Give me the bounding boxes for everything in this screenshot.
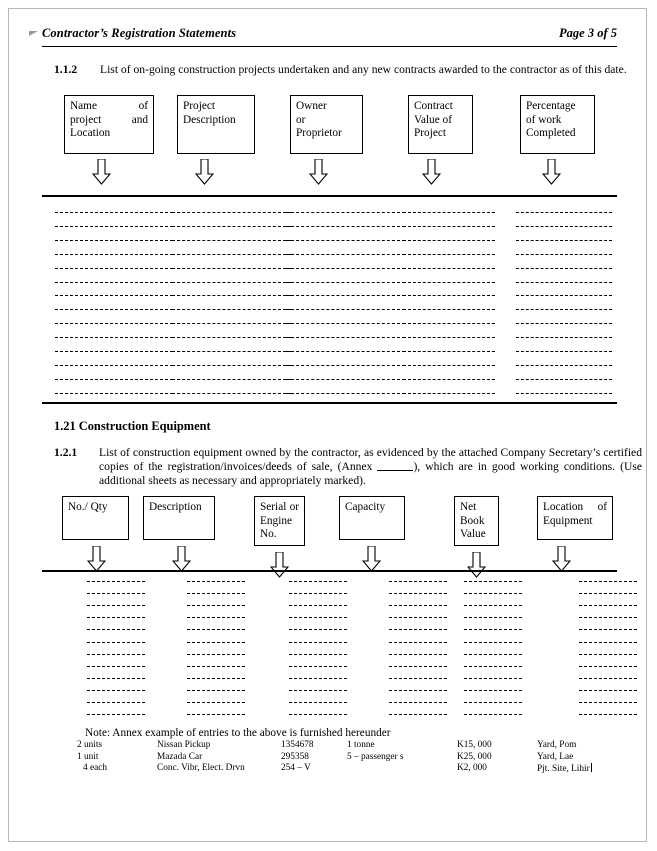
down-arrow-icon — [195, 159, 214, 185]
entry-line[interactable] — [289, 629, 347, 630]
entry-line[interactable] — [289, 581, 347, 582]
example-cell-description: Mazada Car — [157, 752, 203, 762]
entry-line[interactable] — [516, 337, 612, 338]
entry-line[interactable] — [516, 254, 612, 255]
entry-line[interactable] — [187, 690, 245, 691]
entry-line[interactable] — [516, 309, 612, 310]
entry-line[interactable] — [172, 268, 291, 269]
paragraph-1-1-2-text: List of on-going construction projects undertaken and any new contracts awarded to the contractor as of this date. — [100, 63, 627, 76]
header-box-line: Equipment — [543, 514, 593, 527]
example-cell-value: K25, 000 — [457, 752, 492, 762]
entry-line[interactable] — [87, 654, 145, 655]
entry-line[interactable] — [579, 605, 637, 606]
entry-line[interactable] — [403, 393, 495, 394]
entry-line[interactable] — [389, 654, 447, 655]
entry-line[interactable] — [172, 212, 291, 213]
header-box-net-book-value — [454, 496, 499, 546]
entry-line[interactable] — [403, 337, 495, 338]
entry-line[interactable] — [579, 690, 637, 691]
entry-line[interactable] — [289, 702, 347, 703]
entry-line[interactable] — [55, 240, 173, 241]
entry-line[interactable] — [579, 702, 637, 703]
header-box-line: Owner — [296, 100, 327, 112]
entry-line[interactable] — [55, 254, 173, 255]
header-title: Contractor’s Registration Statements — [42, 26, 237, 40]
header-box-line: Serial or — [260, 501, 299, 513]
down-arrow-icon — [172, 546, 191, 572]
entry-line[interactable] — [187, 702, 245, 703]
entry-line[interactable] — [286, 379, 405, 380]
entry-line[interactable] — [172, 309, 291, 310]
entry-line[interactable] — [172, 323, 291, 324]
entry-line[interactable] — [389, 714, 447, 715]
example-cell-location: Yard, Pom — [537, 740, 577, 750]
header-box-line: or — [296, 113, 306, 126]
header-box-serial-or-engine-no — [254, 496, 305, 546]
entry-line[interactable] — [187, 593, 245, 594]
entry-line[interactable] — [55, 365, 173, 366]
entry-line[interactable] — [464, 654, 522, 655]
header-box-line: Completed — [526, 127, 576, 140]
header-box-line: Description — [149, 501, 202, 513]
entry-line[interactable] — [516, 226, 612, 227]
page-header — [42, 26, 617, 47]
example-cell-capacity: 1 tonne — [347, 740, 375, 750]
entry-line[interactable] — [286, 268, 405, 269]
entry-line[interactable] — [55, 295, 173, 296]
entry-line[interactable] — [286, 240, 405, 241]
example-cell-serial: 1354678 — [281, 740, 314, 750]
entry-line[interactable] — [172, 295, 291, 296]
header-box-line: Capacity — [345, 501, 386, 513]
entry-line[interactable] — [55, 268, 173, 269]
entry-line[interactable] — [187, 654, 245, 655]
entry-line[interactable] — [579, 617, 637, 618]
down-arrow-icon — [552, 546, 571, 572]
entry-line[interactable] — [389, 642, 447, 643]
header-box-line: No. — [260, 528, 277, 541]
entry-line[interactable] — [187, 605, 245, 606]
entry-line[interactable] — [403, 365, 495, 366]
paragraph-text-part-b: ), which are in good working conditions. (Use additional sheets as necessary and appropriately marked). — [99, 460, 642, 488]
example-cell-serial: 295358 — [281, 752, 309, 762]
entry-line[interactable] — [286, 365, 405, 366]
section-heading-construction-equipment: 1.21 Construction Equipment — [54, 419, 211, 433]
example-cell-qty: 1 unit — [77, 752, 99, 762]
paragraph-1-2-1 — [54, 446, 642, 489]
header-box-line: Location of — [543, 501, 607, 513]
entry-line[interactable] — [289, 666, 347, 667]
entry-line[interactable] — [389, 702, 447, 703]
example-cell-serial: 254 – V — [281, 763, 311, 773]
entry-line[interactable] — [87, 642, 145, 643]
entry-line[interactable] — [516, 365, 612, 366]
example-note: Note: Annex example of entries to the above is furnished hereunder — [85, 727, 391, 739]
header-box-line: Description — [183, 113, 236, 126]
entry-line[interactable] — [172, 282, 291, 283]
header-box-line: Engine — [260, 514, 292, 527]
entry-line[interactable] — [464, 678, 522, 679]
header-box-name-of-project-and-location — [64, 95, 154, 154]
header-box-line: Name of — [70, 100, 148, 112]
header-box-line: Proprietor — [296, 127, 342, 140]
entry-line[interactable] — [187, 678, 245, 679]
paragraph-1-2-1-number: 1.2.1 — [54, 446, 78, 459]
entry-line[interactable] — [579, 654, 637, 655]
entry-line[interactable] — [172, 379, 291, 380]
document-page — [8, 8, 647, 842]
entry-line[interactable] — [172, 226, 291, 227]
entry-line[interactable] — [172, 337, 291, 338]
entry-line[interactable] — [579, 581, 637, 582]
header-box-line: project and — [70, 113, 148, 126]
entry-line[interactable] — [187, 642, 245, 643]
entry-line[interactable] — [286, 254, 405, 255]
example-cell-qty: 4 each — [83, 763, 108, 773]
entry-line[interactable] — [289, 690, 347, 691]
entry-line[interactable] — [579, 678, 637, 679]
entry-line[interactable] — [55, 323, 173, 324]
entry-line[interactable] — [464, 690, 522, 691]
entry-line[interactable] — [55, 282, 173, 283]
entry-line[interactable] — [516, 295, 612, 296]
header-box-line: Project — [183, 100, 215, 112]
entry-line[interactable] — [187, 581, 245, 582]
entry-line[interactable] — [403, 323, 495, 324]
header-box-contract-value-of-project — [408, 95, 473, 154]
entry-line[interactable] — [516, 323, 612, 324]
entry-line[interactable] — [403, 379, 495, 380]
header-box-no-qty — [62, 496, 129, 540]
entry-line[interactable] — [286, 323, 405, 324]
entry-line[interactable] — [187, 666, 245, 667]
entry-line[interactable] — [286, 309, 405, 310]
example-cell-capacity: 5 – passenger s — [347, 752, 404, 762]
entry-line[interactable] — [55, 379, 173, 380]
entry-line[interactable] — [55, 212, 173, 213]
down-arrow-icon — [542, 159, 561, 185]
entry-line[interactable] — [286, 351, 405, 352]
entry-line[interactable] — [516, 379, 612, 380]
entry-line[interactable] — [286, 212, 405, 213]
entry-line[interactable] — [403, 295, 495, 296]
paragraph-1-1-2 — [54, 63, 637, 77]
entry-line[interactable] — [172, 393, 291, 394]
entry-line[interactable] — [289, 593, 347, 594]
example-cell-value: K2, 000 — [457, 763, 487, 773]
entry-line[interactable] — [389, 617, 447, 618]
down-arrow-icon — [362, 546, 381, 572]
down-arrow-icon — [270, 552, 289, 578]
entry-line[interactable] — [286, 337, 405, 338]
down-arrow-icon — [87, 546, 106, 572]
entry-line[interactable] — [389, 629, 447, 630]
example-cell-description: Nissan Pickup — [157, 740, 211, 750]
header-page-number: Page 3 of 5 — [559, 26, 617, 40]
entry-line[interactable] — [403, 240, 495, 241]
entry-line[interactable] — [172, 254, 291, 255]
entry-line[interactable] — [403, 351, 495, 352]
entry-line[interactable] — [464, 593, 522, 594]
entry-line[interactable] — [389, 593, 447, 594]
entry-line[interactable] — [579, 629, 637, 630]
entry-line[interactable] — [579, 666, 637, 667]
entry-line[interactable] — [516, 282, 612, 283]
header-box-line: of work — [526, 113, 562, 126]
entry-line[interactable] — [87, 714, 145, 715]
paragraph-text-part-a: List of construction equipment owned by the contractor, as evidenced by the attached Company Secretary’s certified copies of the registration/invoices/deeds of sale, (Annex — [99, 446, 642, 474]
entry-line[interactable] — [187, 617, 245, 618]
entry-line[interactable] — [403, 268, 495, 269]
example-cell-qty: 2 units — [77, 740, 103, 750]
entry-line[interactable] — [55, 351, 173, 352]
entry-line[interactable] — [516, 212, 612, 213]
entry-line[interactable] — [516, 268, 612, 269]
entry-line[interactable] — [389, 666, 447, 667]
entry-line[interactable] — [516, 351, 612, 352]
entry-line[interactable] — [464, 581, 522, 582]
entry-line[interactable] — [286, 295, 405, 296]
header-box-line: Value — [460, 528, 486, 541]
entry-line[interactable] — [289, 617, 347, 618]
header-box-project-description — [177, 95, 255, 154]
header-box-line: Value of — [414, 113, 452, 126]
table-top-rule — [42, 195, 617, 197]
entry-line[interactable] — [87, 678, 145, 679]
entry-line[interactable] — [87, 629, 145, 630]
entry-line[interactable] — [403, 212, 495, 213]
header-box-line: Project — [414, 127, 446, 140]
entry-line[interactable] — [172, 240, 291, 241]
header-box-line: Percentage — [526, 100, 576, 112]
entry-line[interactable] — [187, 629, 245, 630]
header-box-description — [143, 496, 215, 540]
entry-line[interactable] — [289, 678, 347, 679]
entry-line[interactable] — [55, 226, 173, 227]
entry-line[interactable] — [55, 393, 173, 394]
entry-line[interactable] — [464, 642, 522, 643]
table-bottom-rule — [42, 402, 617, 404]
entry-line[interactable] — [464, 702, 522, 703]
down-arrow-icon — [422, 159, 441, 185]
entry-line[interactable] — [289, 642, 347, 643]
entry-line[interactable] — [403, 254, 495, 255]
entry-line[interactable] — [403, 309, 495, 310]
entry-line[interactable] — [464, 629, 522, 630]
text-cursor — [591, 763, 592, 772]
down-arrow-icon — [309, 159, 328, 185]
entry-line[interactable] — [516, 240, 612, 241]
header-box-line: Book — [460, 514, 485, 527]
entry-line[interactable] — [286, 393, 405, 394]
header-box-line: Contract — [414, 100, 453, 112]
entry-line[interactable] — [87, 581, 145, 582]
entry-line[interactable] — [389, 678, 447, 679]
equipment-table-top-rule — [42, 570, 617, 572]
entry-line[interactable] — [55, 309, 173, 310]
paragraph-1-2-1-text — [99, 446, 642, 489]
entry-line[interactable] — [87, 690, 145, 691]
entry-line[interactable] — [579, 593, 637, 594]
entry-line[interactable] — [172, 351, 291, 352]
header-box-line: No./ Qty — [68, 501, 108, 513]
header-box-line: Net — [460, 501, 477, 513]
entry-line[interactable] — [87, 666, 145, 667]
entry-line[interactable] — [579, 714, 637, 715]
entry-line[interactable] — [464, 714, 522, 715]
paragraph-1-1-2-number: 1.1.2 — [54, 63, 78, 76]
entry-line[interactable] — [389, 690, 447, 691]
entry-line[interactable] — [389, 605, 447, 606]
entry-line[interactable] — [289, 605, 347, 606]
entry-line[interactable] — [464, 666, 522, 667]
entry-line[interactable] — [289, 654, 347, 655]
entry-line[interactable] — [286, 282, 405, 283]
triangle-collapse-icon — [29, 31, 38, 36]
entry-line[interactable] — [389, 581, 447, 582]
entry-line[interactable] — [289, 714, 347, 715]
entry-line[interactable] — [87, 617, 145, 618]
example-cell-location: Yard, Lae — [537, 752, 574, 762]
annex-blank-field[interactable] — [377, 470, 413, 471]
entry-line[interactable] — [464, 605, 522, 606]
entry-line[interactable] — [187, 714, 245, 715]
entry-line[interactable] — [87, 702, 145, 703]
entry-line[interactable] — [579, 642, 637, 643]
entry-line[interactable] — [172, 365, 291, 366]
entry-line[interactable] — [286, 226, 405, 227]
entry-line[interactable] — [516, 393, 612, 394]
header-box-owner-or-proprietor — [290, 95, 363, 154]
entry-line[interactable] — [87, 605, 145, 606]
down-arrow-icon — [467, 552, 486, 578]
header-box-percentage-of-work-completed — [520, 95, 595, 154]
header-box-location-of-equipment — [537, 496, 613, 540]
entry-line[interactable] — [464, 617, 522, 618]
example-cell-location: Pjt. Site, Lihir — [537, 764, 590, 774]
down-arrow-icon — [92, 159, 111, 185]
entry-line[interactable] — [55, 337, 173, 338]
header-box-capacity — [339, 496, 405, 540]
entry-line[interactable] — [87, 593, 145, 594]
entry-line[interactable] — [403, 226, 495, 227]
example-cell-description: Conc. Vibr, Elect. Drvn — [157, 763, 245, 773]
header-box-line: Location — [70, 127, 111, 140]
example-cell-value: K15, 000 — [457, 740, 492, 750]
entry-line[interactable] — [403, 282, 495, 283]
